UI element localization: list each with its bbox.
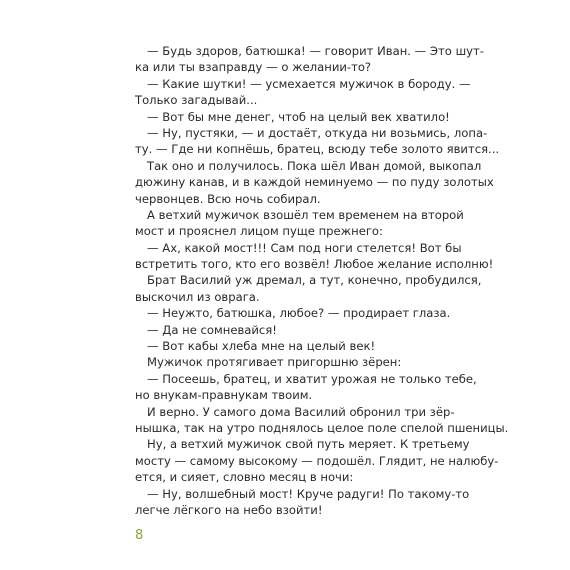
text-line: выскочил из оврага.	[135, 289, 260, 304]
text-line: но внукам-правнукам твоим.	[135, 388, 313, 403]
text-line: — Какие шутки! — усмехается мужичок в бороду. —	[147, 76, 471, 91]
text-line: Брат Василий уж дремал, а тут, конечно, пробудился,	[147, 273, 482, 288]
text-line: дюжину канав, и в каждой неминуемо — по пуду золотых	[135, 175, 494, 190]
text-line: — Будь здоров, батюшка! — говорит Иван. — Это шут-	[147, 44, 484, 58]
text-line: мост и прояснел лицом пуще прежнего:	[135, 224, 383, 239]
text-line: Так оно и получилось. Пока шёл Иван домой, выкопал	[147, 158, 482, 173]
text-line: ту. — Где ни копнёшь, братец, всюду тебе золото явится...	[135, 142, 500, 157]
text-line: червонцев. Всю ночь собирал.	[135, 191, 321, 206]
text-line: ка или ты взаправду — о желании-то?	[135, 60, 372, 75]
text-line: И верно. У самого дома Василий обронил три зёр-	[147, 404, 455, 419]
text-line: Мужичок протягивает пригоршню зёрен:	[147, 355, 402, 370]
text-line: А ветхий мужичок взошёл тем временем на второй	[147, 207, 464, 222]
text-line: Только загадывай...	[135, 93, 258, 108]
text-line: мосту — самому высокому — подошёл. Глядит, не налюбу-	[135, 453, 499, 468]
text-line: — Посеешь, братец, и хватит урожая не только тебе,	[147, 371, 477, 386]
text-line: — Ну, волшебный мост! Круче радуги! По такому-то	[147, 486, 470, 501]
text-line: Ну, а ветхий мужичок свой путь меряет. К третьему	[147, 437, 470, 452]
text-line: — Ах, какой мост!!! Сам под ноги стелется! Вот бы	[147, 240, 462, 255]
text-line: — Ну, пустяки, — и достаёт, откуда ни возьмись, лопа-	[147, 125, 488, 140]
story-text-block	[135, 43, 509, 518]
text-line: — Да не сомневайся!	[147, 322, 277, 337]
page-number: 8	[135, 528, 144, 543]
text-line: — Вот кабы хлеба мне на целый век!	[147, 339, 376, 354]
text-line: нышка, так на утро поднялось целое поле спелой пшеницы.	[135, 420, 509, 435]
text-line: встретить того, кто его возвёл! Любое желание исполню!	[135, 257, 494, 272]
text-line: ется, и сияет, словно месяц в ночи:	[135, 470, 354, 485]
text-line: — Неужто, батюшка, любое? — продирает глаза.	[147, 306, 451, 321]
text-line: — Вот бы мне денег, чтоб на целый век хватило!	[147, 109, 450, 124]
text-line: легче лёгкого на небо взойти!	[135, 502, 323, 517]
